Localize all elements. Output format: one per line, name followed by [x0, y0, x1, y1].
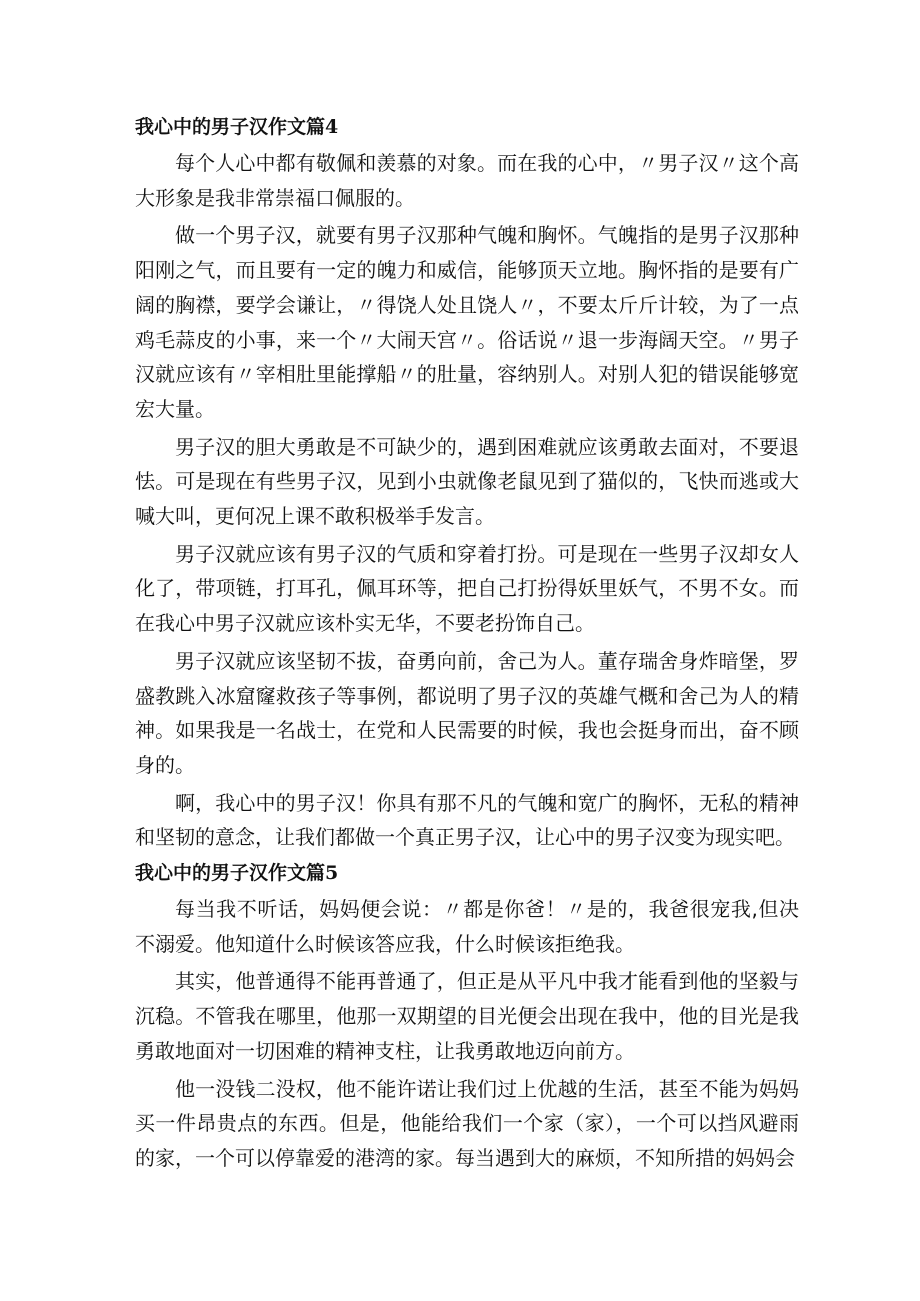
- paragraph: 其实，他普通得不能再普通了，但正是从平凡中我才能看到他的坚毅与沉稳。不管我在哪里，他那一双期望的目光便会出现在我中，他的目光是我勇敢地面对一切困难的精神支柱，让我勇敢地迈向前方。: [135, 969, 799, 1063]
- document-page: [135, 112, 799, 1179]
- paragraph: 他一没钱二没权，他不能许诺让我们过上优越的生活，甚至不能为妈妈买一件昂贵点的东西。但是，他能给我们一个家（家），一个可以挡风避雨的家，一个可以停靠爱的港湾的家。每当遇到大的麻烦，不知所措的妈妈会: [135, 1076, 799, 1170]
- paragraph: 每个人心中都有敬佩和羡慕的对象。而在我的心中，〃男子汉〃这个高大形象是我非常崇福口佩服的。: [135, 151, 799, 210]
- paragraph: 做一个男子汉，就要有男子汉那种气魄和胸怀。气魄指的是男子汉那种阳刚之气，而且要有一定的魄力和威信，能够顶天立地。胸怀指的是要有广阔的胸襟，要学会谦让，〃得饶人处且饶人〃，不要太斤斤计较，为了一点鸡毛蒜皮的小事，来一个〃大闹天宫〃。俗话说〃退一步海阔天空。〃男子汉就应该有〃宰相肚里能撑船〃的肚量，容纳别人。对别人犯的错误能够宽宏大量。: [135, 223, 799, 421]
- section-heading: 我心中的男子汉作文篇5: [135, 862, 339, 885]
- essay-section-4: [135, 112, 799, 855]
- paragraph: 每当我不听话，妈妈便会说：〃都是你爸！〃是的，我爸很宠我,但决不溺爱。他知道什么时候该答应我，什么时候该拒绝我。: [135, 897, 799, 956]
- essay-section-5: [135, 858, 799, 1176]
- paragraph: 男子汉就应该有男子汉的气质和穿着打扮。可是现在一些男子汉却女人化了，带项链，打耳孔，佩耳环等，把自己打扮得妖里妖气，不男不女。而在我心中男子汉就应该朴实无华，不要老扮饰自己。: [135, 541, 799, 636]
- paragraph: 男子汉的胆大勇敢是不可缺少的，遇到困难就应该勇敢去面对，不要退怯。可是现在有些男子汉，见到小虫就像老鼠见到了猫似的，飞快而逃或大喊大叫，更何况上课不敢积极举手发言。: [135, 434, 799, 529]
- paragraph: 啊，我心中的男子汉！你具有那不凡的气魄和宽广的胸怀，无私的精神和坚韧的意念，让我们都做一个真正男子汉，让心中的男子汉变为现实吧。: [135, 790, 799, 850]
- paragraph: 男子汉就应该坚韧不拔，奋勇向前，舍己为人。董存瑞舍身炸暗堡，罗盛教跳入冰窟窿救孩子等事例，都说明了男子汉的英雄气概和舍己为人的精神。如果我是一名战士，在党和人民需要的时候，我也会挺身而出，奋不顾身的。: [135, 648, 799, 777]
- section-heading: 我心中的男子汉作文篇4: [135, 116, 339, 138]
